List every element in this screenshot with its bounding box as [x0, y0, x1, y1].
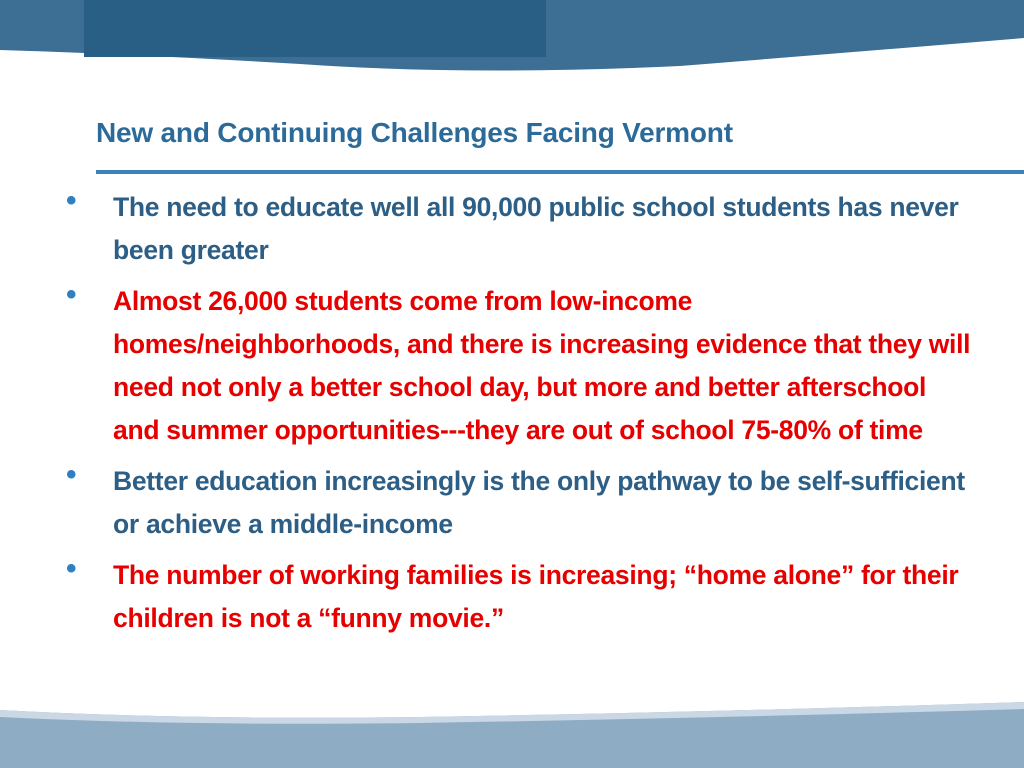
bullet-dot-icon: • [66, 552, 77, 585]
slide-title: New and Continuing Challenges Facing Vermont [96, 117, 733, 148]
bullet-dot-icon: • [66, 278, 77, 311]
bullet-text: The number of working families is increasing; “home alone” for their children is not a “funny movie.” [113, 560, 959, 633]
bullet-item [56, 554, 971, 640]
bullet-text: Almost 26,000 students come from low-income homes/neighborhoods, and there is increasing evidence that they will need not only a better school day, but more and better afterschool and summer opportunities---they are out of school 75-80% of time [113, 286, 971, 445]
top-decorative-band [0, 0, 1024, 100]
title-divider [96, 170, 1024, 174]
bottom-decorative-band [0, 690, 1024, 768]
bullet-text: The need to educate well all 90,000 public school students has never been greater [113, 192, 959, 265]
bullet-dot-icon: • [66, 458, 77, 491]
bullet-item [56, 280, 971, 452]
bullet-item [56, 186, 971, 272]
bullet-dot-icon: • [66, 184, 77, 217]
bullet-item [56, 460, 971, 546]
bullet-list [56, 186, 971, 648]
bullet-text: Better education increasingly is the only pathway to be self-sufficient or achieve a middle-income [113, 466, 965, 539]
